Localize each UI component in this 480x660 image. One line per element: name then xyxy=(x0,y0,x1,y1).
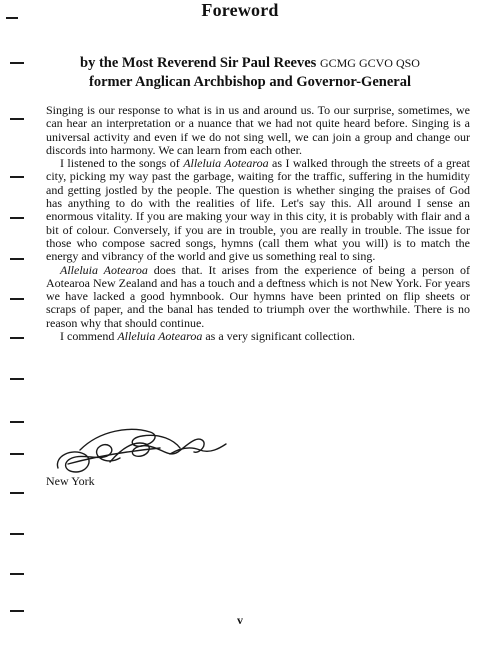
margin-mark xyxy=(10,492,24,494)
margin-mark xyxy=(10,217,24,219)
margin-mark xyxy=(10,421,24,423)
paragraph xyxy=(46,330,470,343)
text-run: does that. It arises from the experience of being a person of Aotearoa New Zealand and has a touch and a deftness which is not New York. For years we have lacked a good hymnbook. Our hymns have been printed on flip sheets or scraps of paper, and the banal has tended to triumph over the worthwhile. There is no reason why that should continue. xyxy=(46,262,470,330)
paragraph xyxy=(46,157,470,263)
paragraph xyxy=(46,264,470,330)
margin-mark xyxy=(10,258,24,260)
margin-mark xyxy=(10,62,24,64)
margin-mark xyxy=(10,378,24,380)
page-number: v xyxy=(237,613,243,627)
book-title: Alleluia Aotearoa xyxy=(117,329,203,344)
margin-mark xyxy=(10,453,24,455)
text-run: as a very significant collection. xyxy=(202,329,355,344)
author-position: former Anglican Archbishop and Governor-General xyxy=(89,74,411,90)
foreword-body xyxy=(46,104,470,343)
margin-mark xyxy=(10,337,24,339)
author-honours: GCMG GCVO QSO xyxy=(319,56,420,70)
author-name: by the Most Reverend Sir Paul Reeves xyxy=(80,55,317,71)
margin-mark xyxy=(10,176,24,178)
text-run: I listened to the songs of xyxy=(60,156,184,171)
binding-margin-marks xyxy=(0,0,40,660)
text-run: Singing is our response to what is in us and around us. To our surprise, sometimes, we can hear an interpretation or a nuance that we had not quite heard before. Singing is a universal activity and even if we do not sing well, we can join a group and change our discords into harmony. We can learn from each other. xyxy=(46,103,470,157)
margin-mark xyxy=(10,573,24,575)
author-byline xyxy=(40,54,460,92)
paragraph xyxy=(46,104,470,157)
author-name-line xyxy=(40,54,460,73)
book-title: Alleluia Aotearoa xyxy=(60,262,148,277)
book-title: Alleluia Aotearoa xyxy=(183,156,269,171)
margin-mark xyxy=(10,610,24,612)
margin-mark xyxy=(10,298,24,300)
handwritten-signature xyxy=(50,418,240,482)
text-run: as I walked through the streets of a great city, picking my way past the garbage, waiting for the traffic, suffering in the humidity and getting jostled by the people. The question is whether singing the praises of God has anything to do with the realities of life. Let's say this. All around I sense an enormous vitality. If you are making your way in this city, it is probably with flair and a bit of colour. Conversely, if you are in trouble, you are really in trouble. The issue for those who compose sacred songs, hymns (call them what you will) is to match the energy and vibrancy of the world and give us something real to sing. xyxy=(46,156,470,264)
text-run: I commend xyxy=(60,329,118,344)
page-title: Foreword xyxy=(201,0,279,20)
place-name: New York xyxy=(46,474,95,488)
margin-mark xyxy=(10,533,24,535)
margin-mark xyxy=(10,118,24,120)
